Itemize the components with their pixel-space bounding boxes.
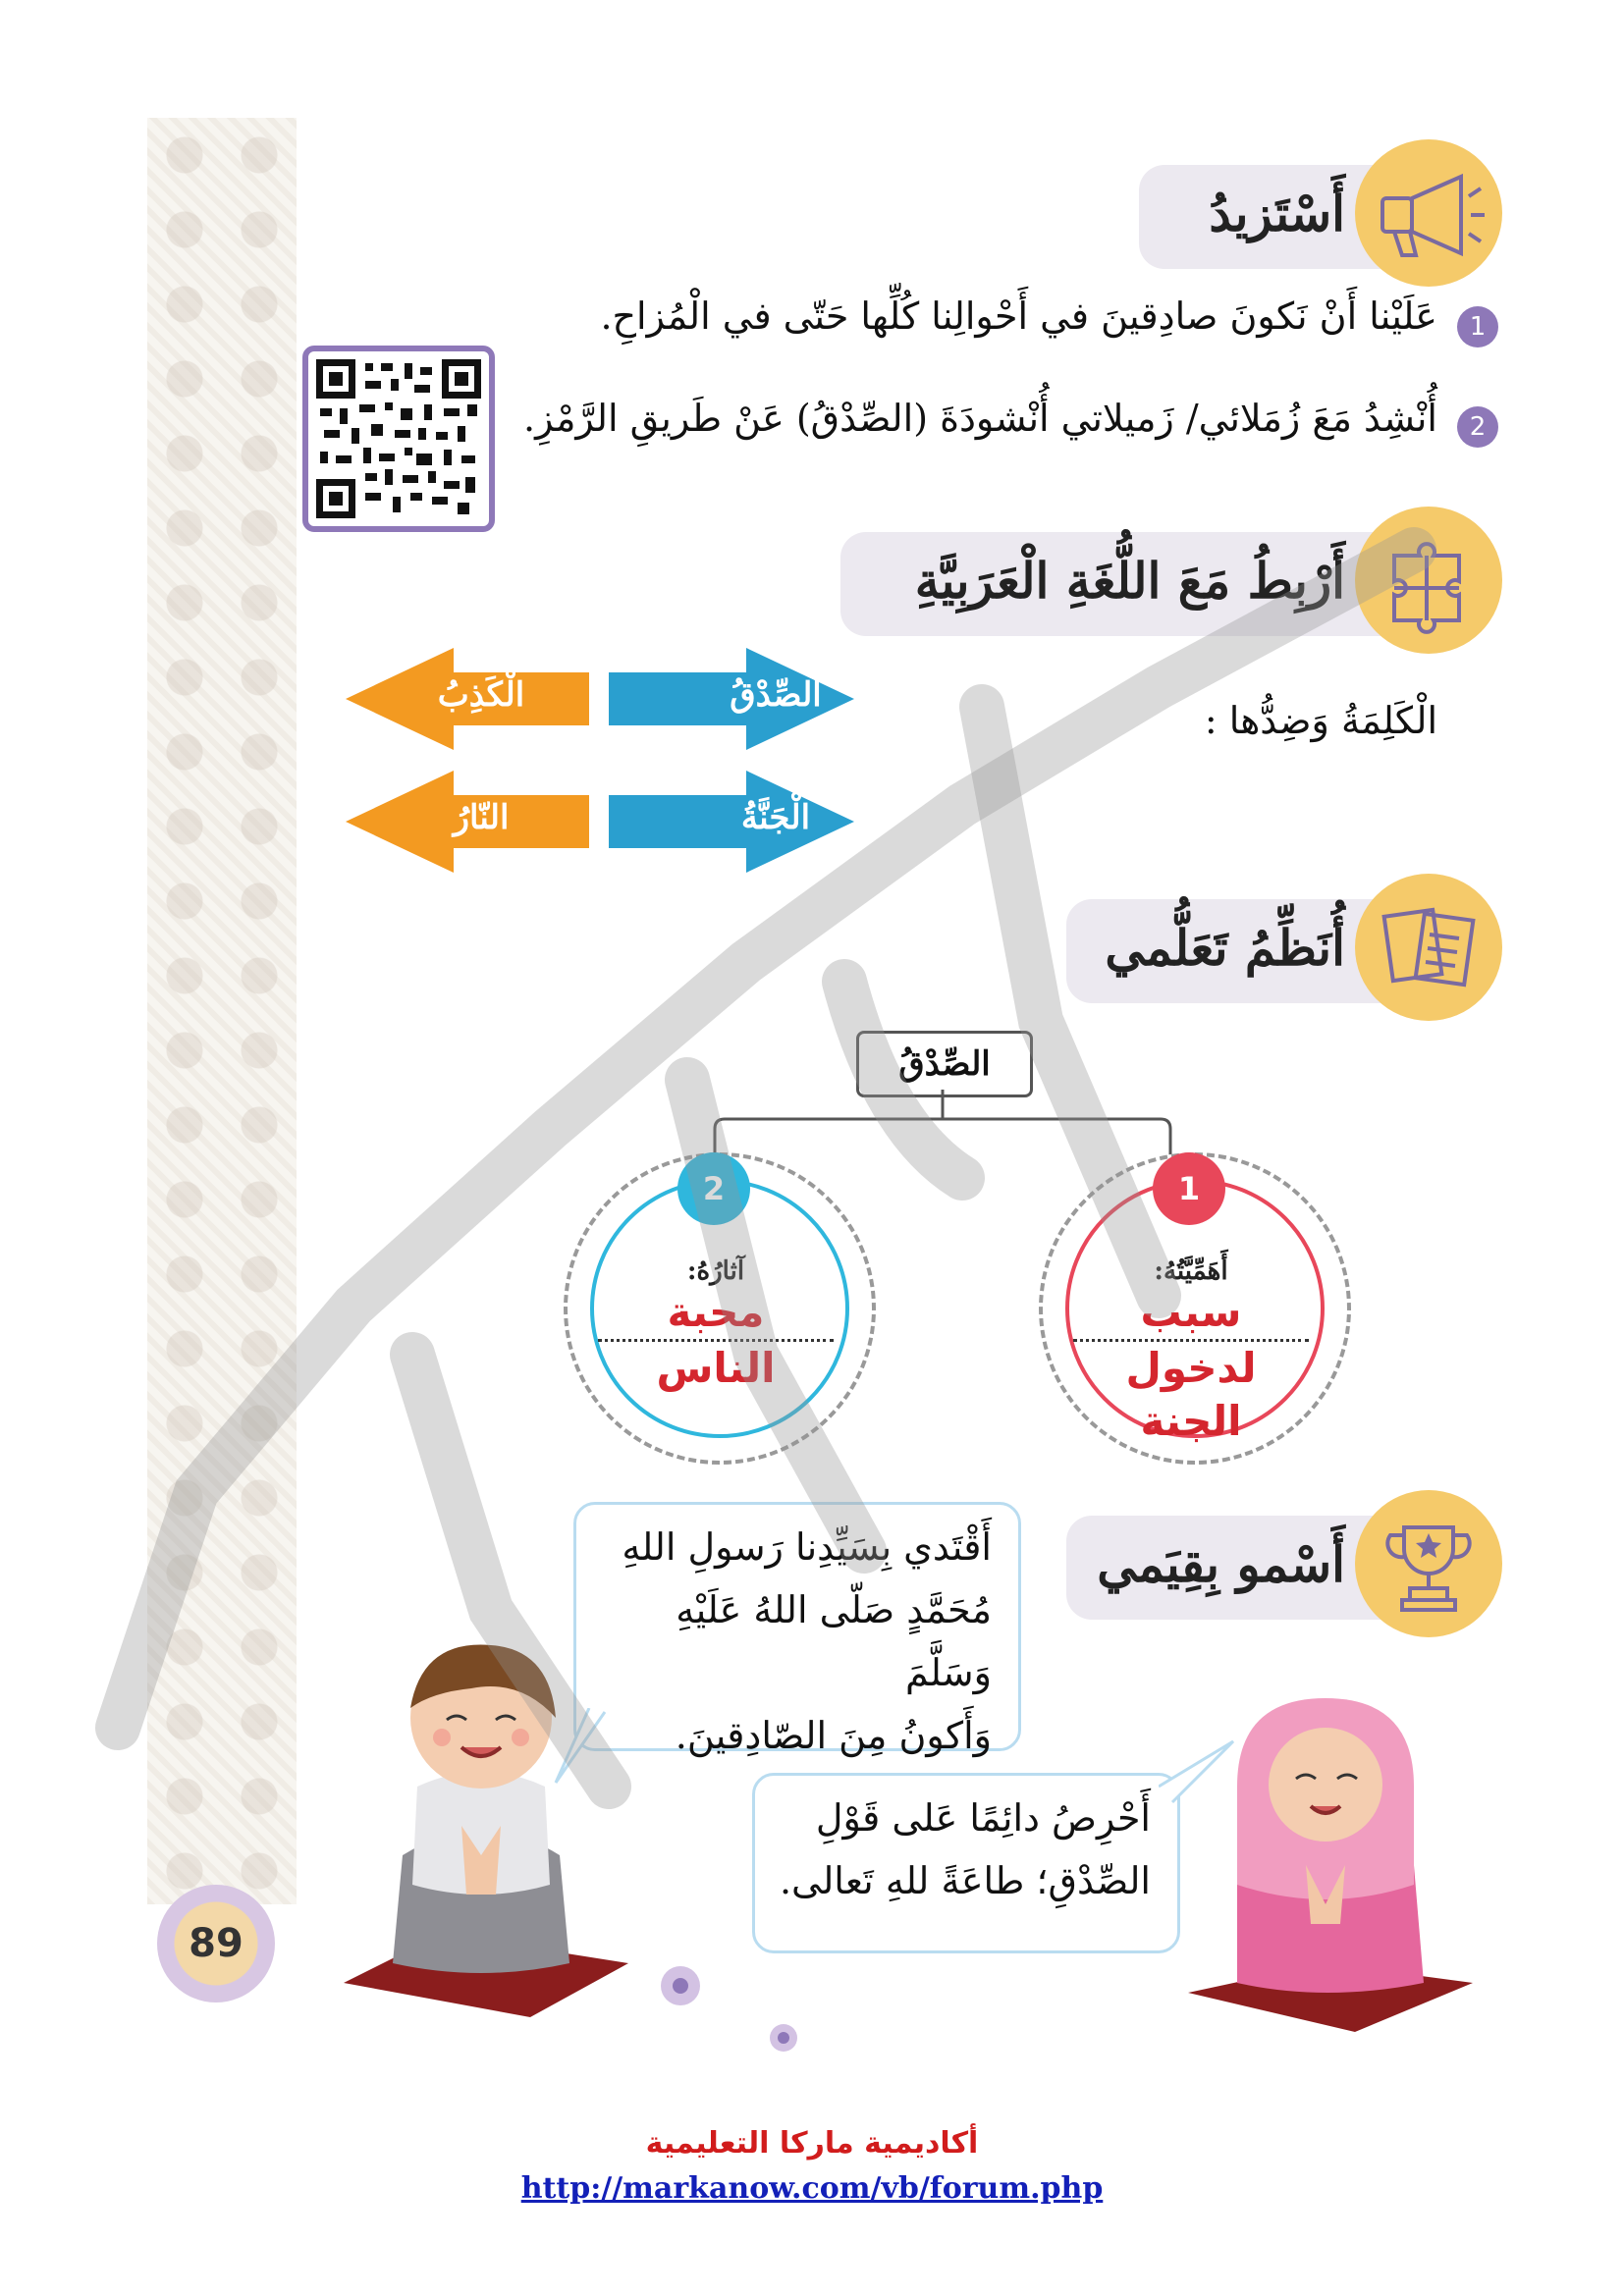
documents-icon (1355, 874, 1502, 1021)
branch-value-line: محبة (667, 1288, 765, 1336)
arbit-prompt: الْكَلِمَةُ وَضِدُّها : (1204, 699, 1437, 742)
astazeed-item-1: عَلَيْنا أَنْ نَكونَ صادِقينَ في أَحْوالِنا كُلِّها حَتّى في الْمُزاحِ. (600, 294, 1437, 338)
girl-bubble-line: أَحْرِصُ دائِمًا عَلى قَوْلِ (815, 1796, 1151, 1840)
puzzle-icon (1355, 507, 1502, 654)
section-title-astazeed: أَسْتَزيدُ (1209, 185, 1345, 242)
page-number: 89 (157, 1885, 275, 2002)
branch-value-line: لدخول (1073, 1339, 1309, 1395)
astazeed-item-2: أُنْشِدُ مَعَ زُمَلائي/ زَميلاتي أُنْشودَةَ (الصِّدْقُ) عَنْ طَريقِ الرَّمْزِ. (523, 397, 1437, 440)
branch-value-line: الجنة (1140, 1397, 1242, 1445)
branch-number-1: 1 (1153, 1152, 1225, 1225)
branch-label-2: آثارُهُ: (686, 1256, 745, 1286)
branch-value-line: الناس (598, 1339, 834, 1395)
arrow-opposite-1: الْكَذِبُ (437, 675, 525, 715)
branch-value-1 (1073, 1286, 1309, 1448)
item-number-badge: 1 (1457, 306, 1498, 347)
girl-bubble-line: الصِّدْقِ؛ طاعَةً للهِ تَعالى. (779, 1859, 1151, 1902)
qr-code[interactable] (302, 346, 495, 532)
praying-girl-illustration (1178, 1669, 1483, 2042)
footer-title: أكاديمية ماركا التعليمية (645, 2126, 979, 2161)
arrow-word-2: الْجَنَّةُ (740, 798, 811, 837)
girl-bubble-text (768, 1787, 1151, 1912)
section-title-arbit: أَرْبِطُ مَعَ اللُّغَةِ الْعَرَبِيَّةِ (914, 552, 1345, 610)
branch-label-1: أَهَمِّيَّتُهُ: (1154, 1256, 1228, 1286)
boy-bubble-line: أَقْتَدي بِسَيِّدِنا رَسولِ اللهِ (622, 1525, 992, 1569)
megaphone-icon (1355, 139, 1502, 287)
trophy-icon (1355, 1490, 1502, 1637)
item-number-badge: 2 (1457, 406, 1498, 448)
branch-value-2 (598, 1286, 834, 1395)
arrow-opposite-2: النّارُ (453, 798, 510, 837)
branch-number-2: 2 (677, 1152, 750, 1225)
boy-bubble-line: وَأَكونُ مِنَ الصّادِقينَ. (675, 1714, 992, 1757)
boy-bubble-line: مُحَمَّدٍ صَلّى اللهُ عَلَيْهِ وَسَلَّمَ (676, 1588, 992, 1694)
decorative-pattern-strip (147, 118, 297, 1904)
arrow-word-1: الصِّدْقُ (730, 675, 822, 715)
section-title-asmu: أَسْمو بِقِيَمي (1097, 1535, 1345, 1593)
tree-root-node: الصِّدْقُ (856, 1031, 1033, 1097)
section-title-onazzim: أُنَظِّمُ تَعَلُّمي (1105, 919, 1345, 977)
branch-value-line: سبب (1140, 1288, 1242, 1336)
flower-ornament (656, 1961, 705, 2010)
flower-ornament (766, 2020, 801, 2056)
praying-boy-illustration (324, 1610, 638, 2022)
boy-bubble-text (589, 1516, 992, 1767)
footer-link[interactable]: http://markanow.com/vb/forum.php (520, 2171, 1104, 2206)
